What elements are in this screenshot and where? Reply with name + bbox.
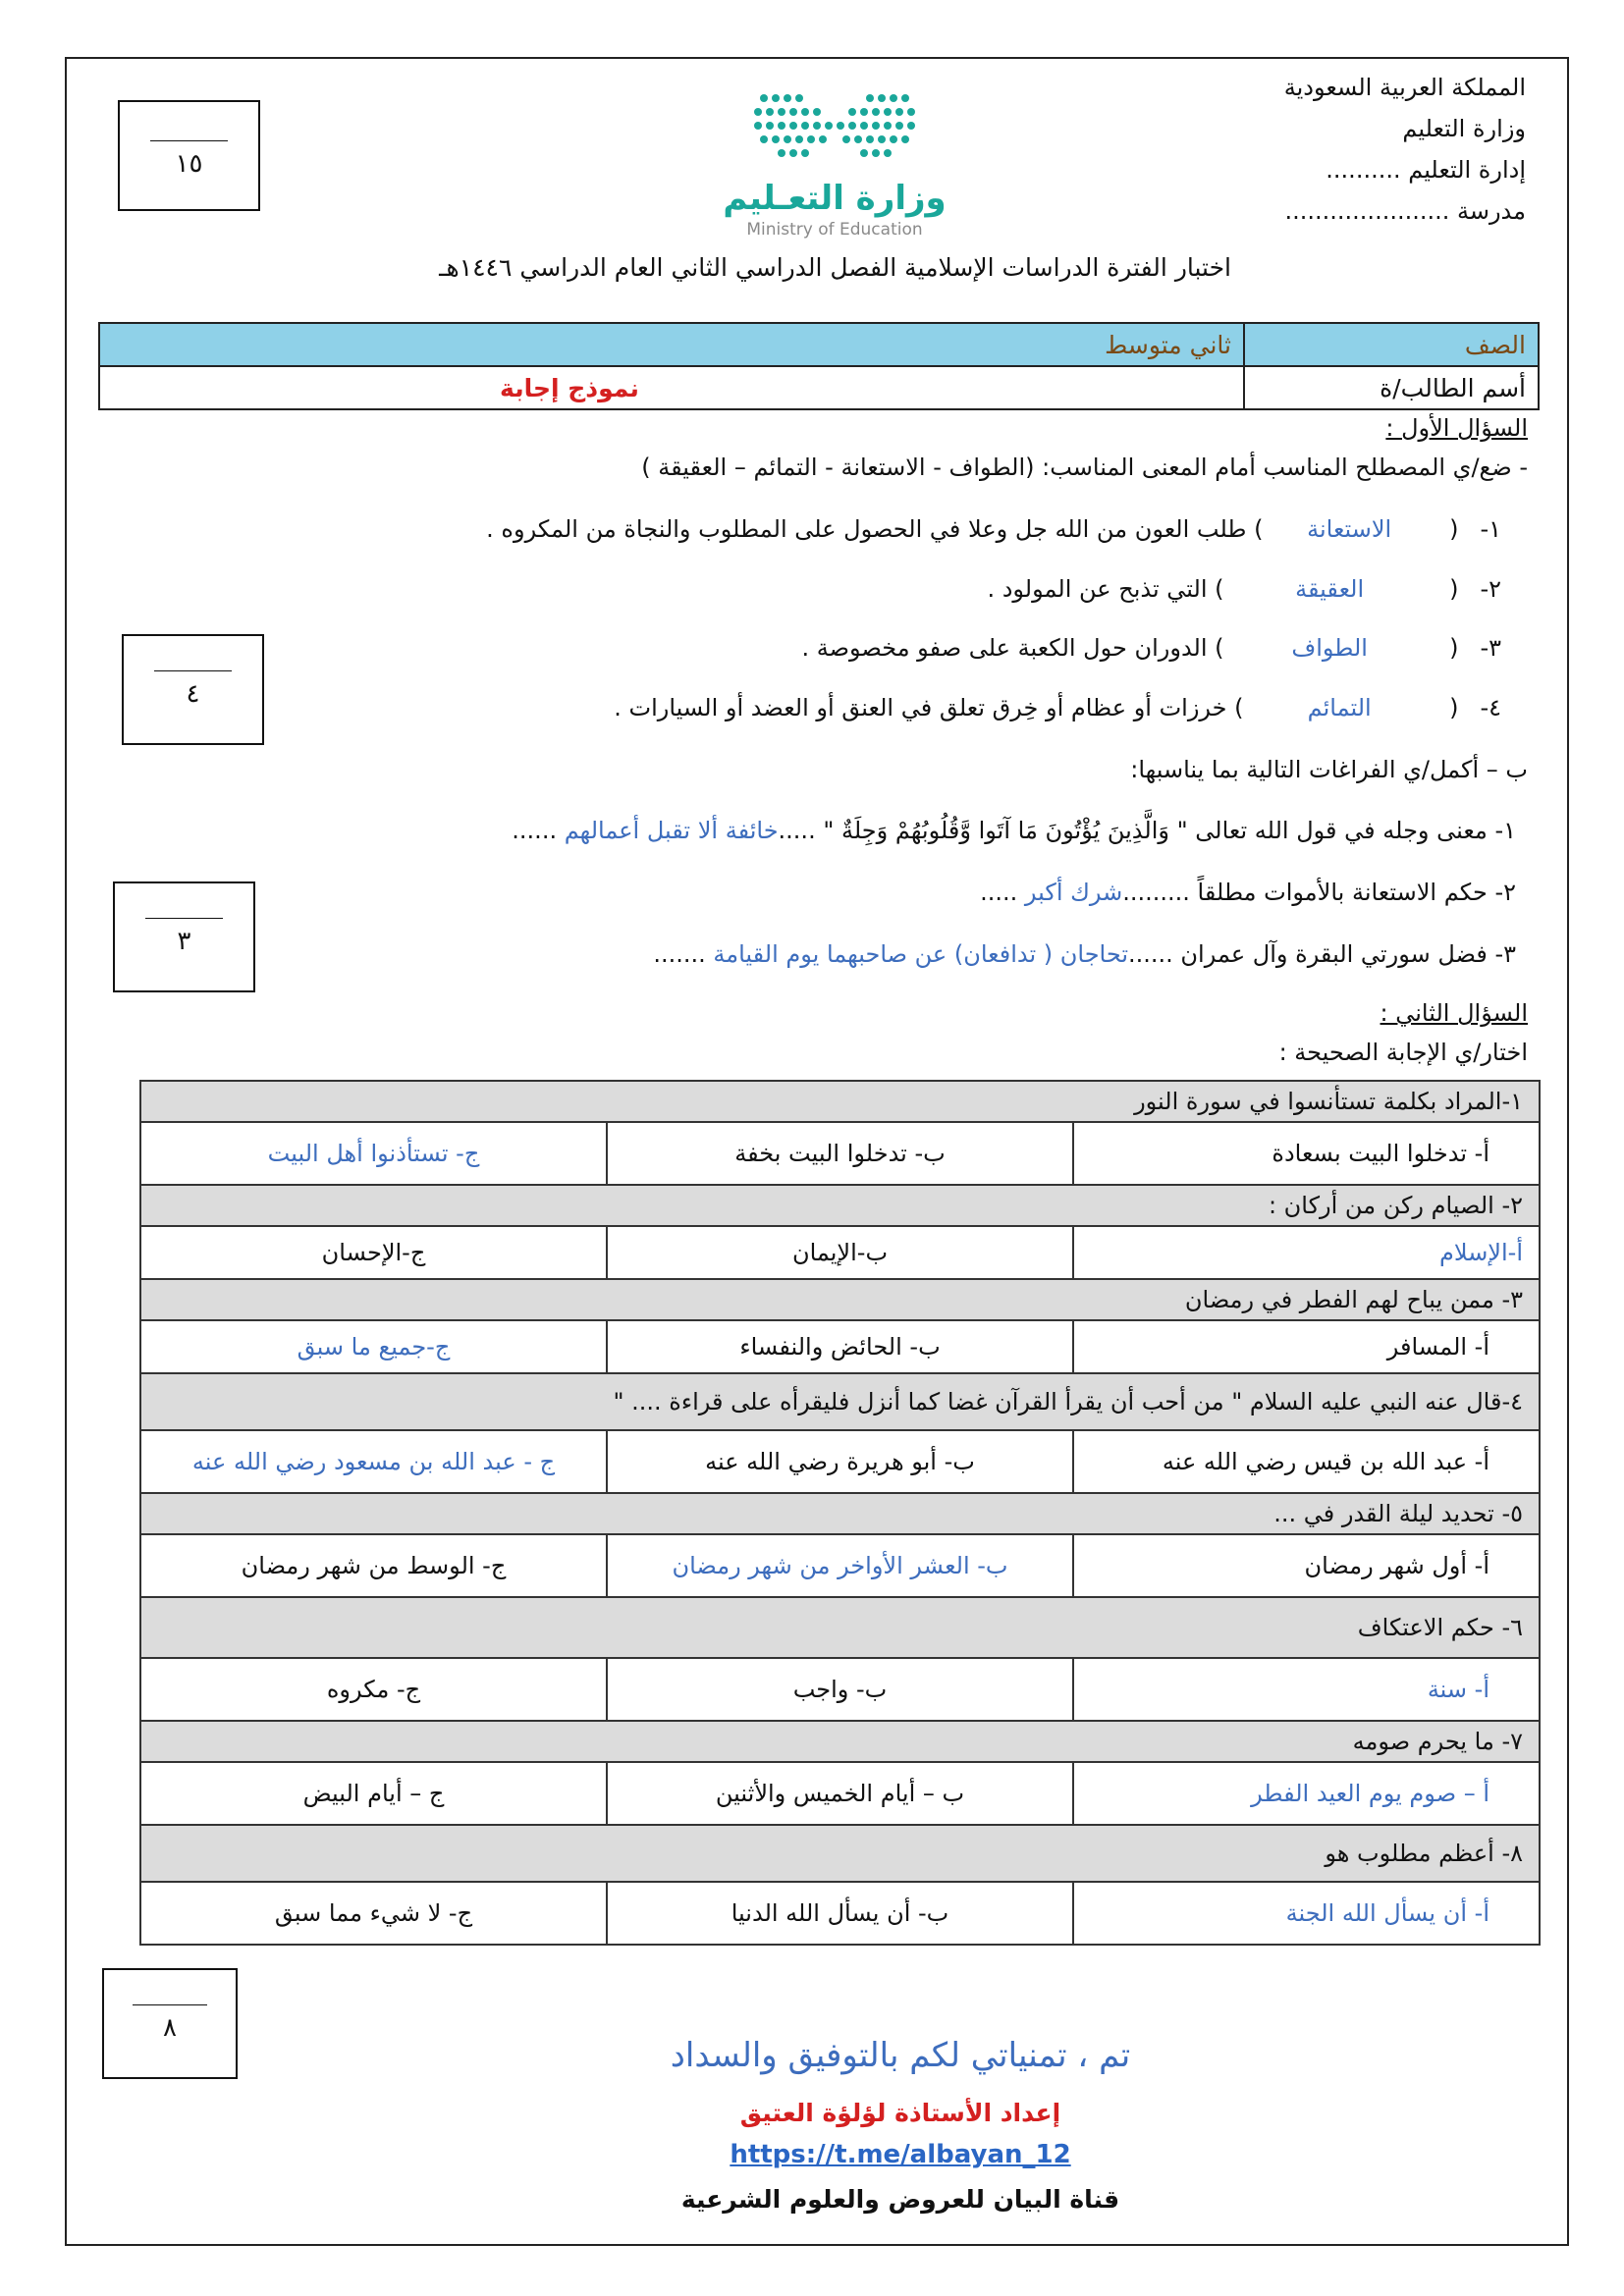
mc-options-row: [140, 1534, 1540, 1597]
mc-options-row: [140, 1320, 1540, 1373]
mc-option-c: ج- لا شيء مما سبق: [140, 1882, 607, 1945]
mc-option-c: ج- الوسط من شهر رمضان: [140, 1534, 607, 1597]
q2-title: السؤال الثاني :: [1380, 999, 1528, 1027]
mc-options-row: [140, 1226, 1540, 1279]
fill-item: [512, 817, 1516, 844]
fill-item-text: فضل سورتي البقرة وآل عمران ......: [1128, 940, 1488, 968]
fill-item-num: ١-: [1494, 817, 1516, 844]
mc-option-b: ب- الحائض والنفساء: [607, 1320, 1073, 1373]
mc-question: ٣- ممن يباح لهم الفطر في رمضان: [140, 1279, 1540, 1320]
q1-item-answer: الاستعانة: [1307, 515, 1392, 543]
directorate-label: إدارة التعليم ..........: [1326, 156, 1526, 184]
mc-question-row: [140, 1825, 1540, 1882]
mc-option-c: ج-الإحسان: [140, 1226, 607, 1279]
q1-item-answer: العقيقة: [1295, 575, 1365, 603]
mc-option-b: ب-الإيمان: [607, 1226, 1073, 1279]
q1-item-answer: التمائم: [1307, 694, 1372, 721]
mc-question-row: [140, 1279, 1540, 1320]
mc-option-a: أ- عبد الله بن قيس رضي الله عنه: [1073, 1430, 1540, 1493]
fill-item: [980, 879, 1516, 906]
q1-item-num: ١-: [1480, 515, 1501, 543]
fill-item-text: معنى وجله في قول الله تعالى " وَالَّذِينَ يُؤْتُونَ مَا آتَوا وَّقُلُوبُهُمْ وَجِلَةٌ " .....: [778, 817, 1488, 844]
mc-options-row: [140, 1658, 1540, 1721]
mc-option-b: ب- أن يسأل الله الدنيا: [607, 1882, 1073, 1945]
mc-option-c: ج- مكروه: [140, 1658, 607, 1721]
ministry-logo: [707, 86, 962, 243]
mc-option-b: ب – أيام الخميس والأثنين: [607, 1762, 1073, 1825]
mc-option-a: أ – صوم يوم العيد الفطر: [1073, 1762, 1540, 1825]
grade-row: [99, 323, 1539, 366]
mc-option-b: ب- أبو هريرة رضي الله عنه: [607, 1430, 1073, 1493]
mc-question-row: [140, 1185, 1540, 1226]
fill-item-text: حكم الاستعانة بالأموات مطلقاً .........: [1122, 879, 1488, 906]
q1-item-num: ٣-: [1480, 634, 1501, 662]
part-a-score-box: [122, 634, 264, 745]
fill-item-answer: خائفة ألا تقبل أعمالهم: [564, 817, 779, 844]
part-a-score-value: ٤: [186, 679, 200, 709]
ministry-label: وزارة التعليم: [1402, 115, 1526, 142]
mc-option-b: ب- العشر الأواخر من شهر رمضان: [607, 1534, 1073, 1597]
mc-option-c: ج-جميع ما سبق: [140, 1320, 607, 1373]
fill-item-tail: .......: [653, 940, 714, 968]
fill-item-num: ٢-: [1494, 879, 1516, 906]
q1-item: ٢- ( العقيقة ) التي تذبح عن المولود .: [987, 575, 1501, 603]
mc-option-c: ج – أيام البيض: [140, 1762, 607, 1825]
mc-question-row: [140, 1597, 1540, 1658]
mc-option-a: أ- تدخلوا البيت بسعادة: [1073, 1122, 1540, 1185]
grade-label: الصف: [1244, 323, 1539, 366]
q1-title: السؤال الأول :: [1385, 414, 1528, 442]
mc-options-row: [140, 1122, 1540, 1185]
mc-question-row: [140, 1493, 1540, 1534]
mc-question: ٥- تحديد ليلة القدر في ...: [140, 1493, 1540, 1534]
q1-item-text: ) طلب العون من الله جل وعلا في الحصول على المطلوب والنجاة من المكروه .: [486, 515, 1264, 543]
fill-item-tail: .....: [980, 879, 1025, 906]
mc-options-row: [140, 1762, 1540, 1825]
q2-instruction: اختار/ي الإجابة الصحيحة :: [1278, 1039, 1528, 1066]
footer-link[interactable]: https://t.me/albayan_12: [730, 2140, 1071, 2169]
mc-question: ٤-قال عنه النبي عليه السلام " من أحب أن يقرأ القرآن غضا كما أنزل فليقرأه على قراءة .... ": [140, 1373, 1540, 1430]
mc-question-row: [140, 1081, 1540, 1122]
footer-link-wrap: [0, 2140, 1624, 2169]
mc-option-a: أ-الإسلام: [1073, 1226, 1540, 1279]
mc-option-c: ج - عبد الله بن مسعود رضي الله عنه: [140, 1430, 607, 1493]
exam-title: اختبار الفترة الدراسات الإسلامية الفصل الدراسي الثاني العام الدراسي ١٤٤٦هـ: [439, 253, 1231, 282]
part-b-score-box: [113, 881, 255, 992]
q1-item: ٣- ( الطواف ) الدوران حول الكعبة على صفو مخصوصة .: [801, 634, 1501, 662]
footer-wishes: تم ، تمنياتي لكم بالتوفيق والسداد: [670, 2036, 1131, 2075]
school-label: مدرسة ......................: [1284, 197, 1526, 225]
kingdom-label: المملكة العربية السعودية: [1283, 74, 1526, 101]
total-score-value: ١٥: [175, 149, 203, 179]
q1-item-text: ) خرزات أو عظام أو خِرق تعلق في العنق أو العضد أو السيارات .: [614, 694, 1244, 721]
mc-option-a: أ- أن يسأل الله الجنة: [1073, 1882, 1540, 1945]
student-row: [99, 366, 1539, 409]
logo-dots-icon: [707, 86, 962, 175]
part-b-score-value: ٣: [177, 927, 191, 956]
fill-item: [653, 940, 1516, 968]
mc-question-row: [140, 1721, 1540, 1762]
footer-prepared-by: إعداد الأستاذة لؤلؤة العتيق: [739, 2099, 1061, 2127]
mc-question: ٨- أعظم مطلوب هو: [140, 1825, 1540, 1882]
q1-item-text: ) التي تذبح عن المولود .: [987, 575, 1224, 603]
total-score-box: [118, 100, 260, 211]
fill-item-answer: تحاجان ( تدافعان) عن صاحبهما يوم القيامة: [713, 940, 1129, 968]
logo-arabic-text: وزارة التعـليم: [723, 179, 947, 218]
q1-item: ٤- ( التمائم ) خرزات أو عظام أو خِرق تعلق في العنق أو العضد أو السيارات .: [614, 694, 1501, 721]
mc-option-b: ب- واجب: [607, 1658, 1073, 1721]
fill-item-answer: شرك أكبر: [1024, 879, 1123, 906]
q1-instruction: - ضع/ي المصطلح المناسب أمام المعنى المناسب: (الطواف - الاستعانة - التمائم – العقيقة ): [641, 454, 1528, 481]
mc-question: ٧- ما يحرم صومه: [140, 1721, 1540, 1762]
student-label: أسم الطالب/ة: [1244, 366, 1539, 409]
mc-table: [139, 1080, 1541, 1946]
q1-item-answer: الطواف: [1291, 634, 1368, 662]
q1-item: ١- ( الاستعانة ) طلب العون من الله جل وعلا في الحصول على المطلوب والنجاة من المكروه .: [486, 515, 1501, 543]
q2-score-value: ٨: [163, 2013, 177, 2043]
fill-item-tail: ......: [512, 817, 565, 844]
mc-option-a: أ- سنة: [1073, 1658, 1540, 1721]
student-info-table: [98, 322, 1540, 410]
mc-option-c: ج- تستأذنوا أهل البيت: [140, 1122, 607, 1185]
mc-options-row: [140, 1882, 1540, 1945]
mc-question: ٢- الصيام ركن من أركان :: [140, 1185, 1540, 1226]
mc-question-row: [140, 1373, 1540, 1430]
mc-question: ١-المراد بكلمة تستأنسوا في سورة النور: [140, 1081, 1540, 1122]
grade-value: ثاني متوسط: [99, 323, 1244, 366]
footer-channel: قناة البيان للعروض والعلوم الشرعية: [680, 2185, 1120, 2214]
logo-english-text: Ministry of Education: [746, 220, 923, 240]
mc-option-a: أ- أول شهر رمضان: [1073, 1534, 1540, 1597]
mc-options-row: [140, 1430, 1540, 1493]
mc-option-b: ب- تدخلوا البيت بخفة: [607, 1122, 1073, 1185]
q1-part-b-title: ب – أكمل/ي الفراغات التالية بما يناسبها:: [1130, 756, 1528, 783]
q1-item-text: ) الدوران حول الكعبة على صفو مخصوصة .: [801, 634, 1224, 662]
q1-item-num: ٢-: [1480, 575, 1501, 603]
mc-question: ٦- حكم الاعتكاف: [140, 1597, 1540, 1658]
q1-item-num: ٤-: [1480, 694, 1501, 721]
student-value: نموذج إجابة: [99, 366, 1244, 409]
fill-item-num: ٣-: [1494, 940, 1516, 968]
mc-option-a: أ- المسافر: [1073, 1320, 1540, 1373]
